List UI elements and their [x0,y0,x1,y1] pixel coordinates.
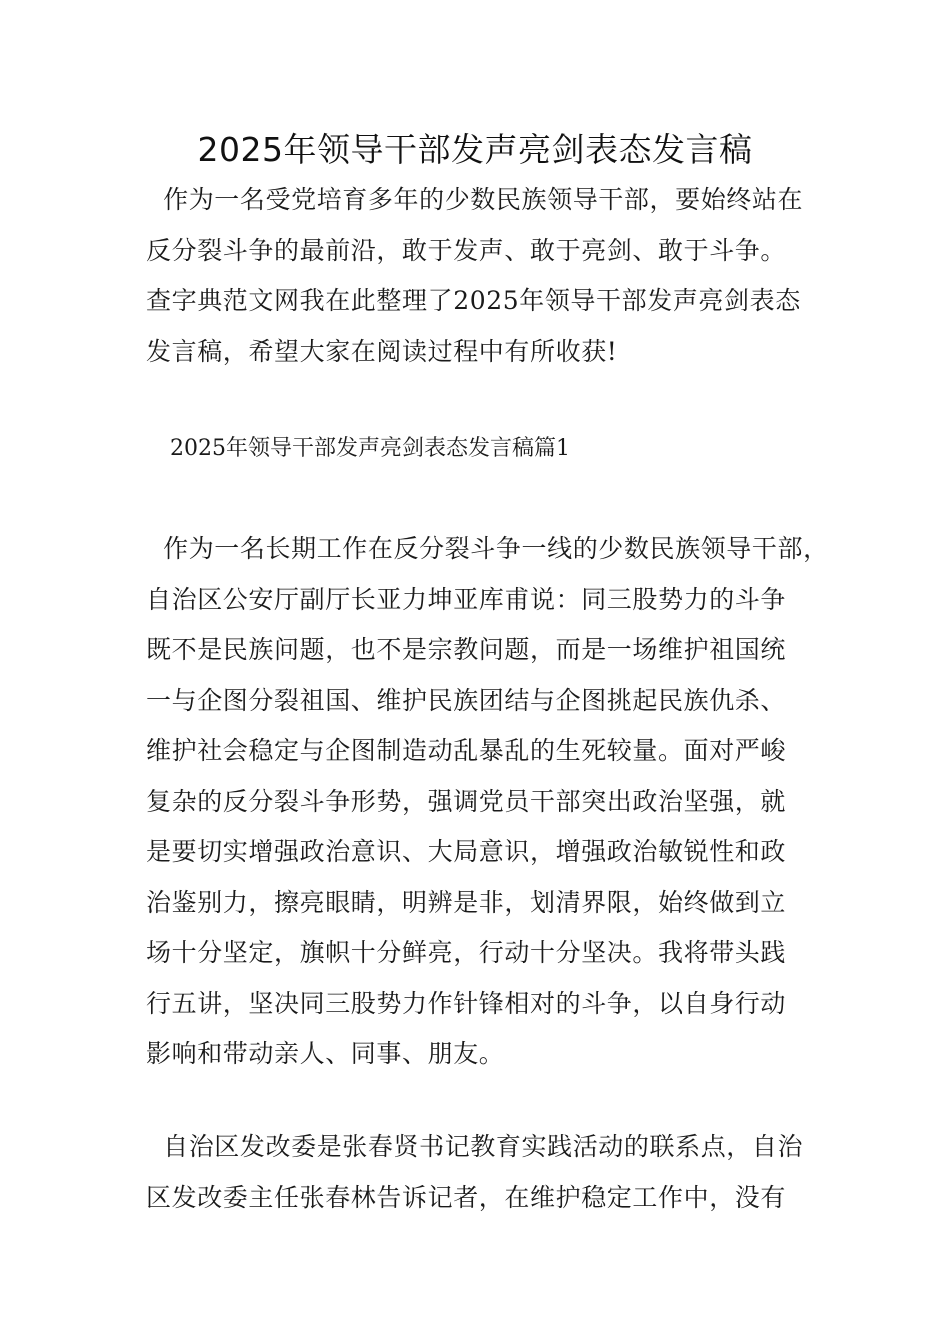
text-line: 自治区公安厅副厅长亚力坤亚库甫说：同三股势力的斗争 [146,584,787,614]
text-line: 自治区发改委是张春贤书记教育实践活动的联系点，自治 [146,1132,804,1161]
text-line: 反分裂斗争的最前沿，敢于发声、敢于亮剑、敢于斗争。 [146,235,787,265]
text-line: 复杂的反分裂斗争形势，强调党员干部突出政治坚强，就 [146,786,787,816]
document-title: 2025年领导干部发声亮剑表态发言稿 [197,130,753,169]
text-line: 既不是民族问题，也不是宗教问题，而是一场维护祖国统 [146,635,787,664]
text-line: 维护社会稳定与企图制造动乱暴乱的生死较量。面对严峻 [146,736,787,765]
text-line: 区发改委主任张春林告诉记者，在维护稳定工作中，没有 [146,1182,787,1212]
text-line: 影响和带动亲人、同事、朋友。 [146,1039,505,1068]
text-line: 作为一名长期工作在反分裂斗争一线的少数民族领导干部， [146,534,829,563]
intro-paragraph [146,175,812,377]
text-line: 治鉴别力，擦亮眼睛，明辨是非，划清界限，始终做到立 [146,887,787,917]
text-line: 是要切实增强政治意识、大局意识，增强政治敏锐性和政 [146,837,787,866]
text-line: 行五讲，坚决同三股势力作针锋相对的斗争，以自身行动 [146,988,787,1018]
text-line: 查字典范文网我在此整理了2025年领导干部发声亮剑表态 [146,286,801,315]
text-line: 场十分坚定，旗帜十分鲜亮，行动十分坚决。我将带头践 [146,938,787,967]
section1-paragraph [146,524,829,1080]
section2-paragraph [146,1122,812,1223]
text-line: 发言稿，希望大家在阅读过程中有所收获! [146,336,618,366]
section-heading: 2025年领导干部发声亮剑表态发言稿篇1 [170,436,570,461]
text-line: 作为一名受党培育多年的少数民族领导干部，要始终站在 [146,185,804,214]
text-line: 一与企图分裂祖国、维护民族团结与企图挑起民族仇杀、 [146,685,787,715]
